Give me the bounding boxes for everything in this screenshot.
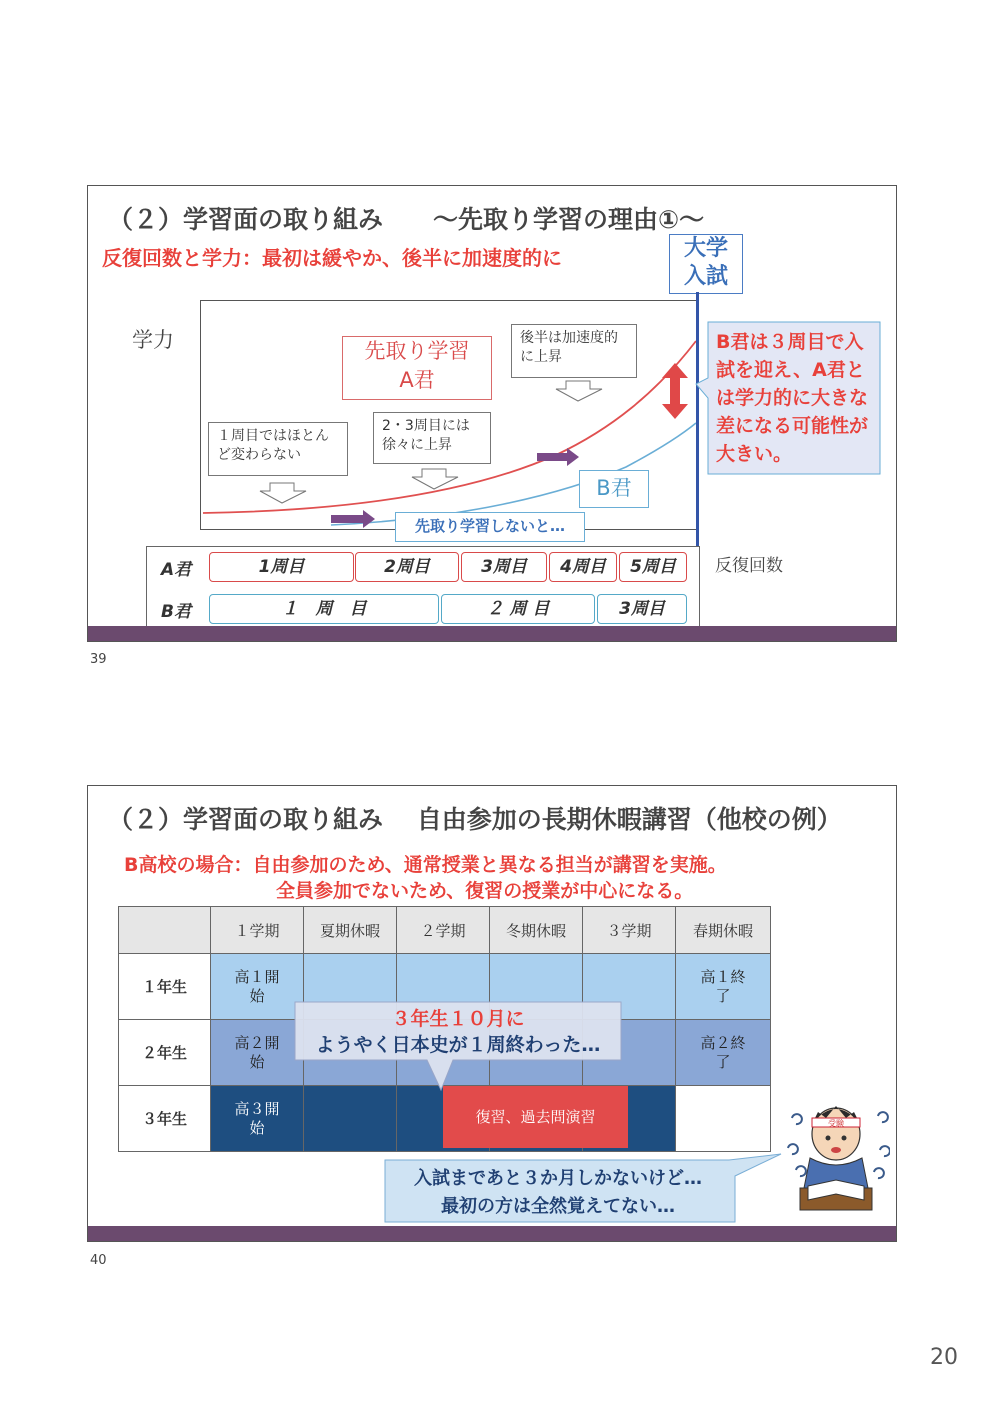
b-callout: [694, 320, 882, 476]
a-label-2: A君: [399, 368, 435, 392]
slide-40-subtitle-2: 全員参加でないため、復習の授業が中心になる。: [276, 880, 694, 902]
y3-start-label: 高３開始: [234, 1099, 280, 1137]
row-label-year-3: ３年生: [119, 1086, 211, 1152]
note-second-round: 2・3周目には徐々に上昇: [373, 412, 491, 464]
header-summer: 夏期休暇: [304, 907, 397, 954]
sheet-page-number: 20: [930, 1345, 958, 1370]
slide-39-subtitle: 反復回数と学力：最初は緩やか、後半に加速度的に: [102, 246, 562, 270]
y1-spring: [676, 954, 771, 1020]
b-round-1: １ 周 目: [209, 594, 439, 624]
header-corner: [119, 907, 211, 954]
y1-end-label: 高１終了: [700, 967, 746, 1005]
a-round-5: 5周目: [619, 552, 687, 582]
center-callout: [293, 1000, 623, 1092]
bottom-callout-line-2: 最初の方は全然覚えてない…: [441, 1196, 675, 1217]
a-round-1: 1周目: [209, 552, 354, 582]
y1-term-1: [211, 954, 304, 1020]
y2-spring: [676, 1020, 771, 1086]
bottom-callout-line-1: 入試まであと３か月しかないけど…: [414, 1168, 702, 1189]
slide-40: [87, 785, 897, 1242]
x-axis-label: 反復回数: [715, 556, 783, 576]
b-label-box: [579, 470, 649, 508]
note-late-arrow-icon: [554, 380, 604, 402]
review-bar: 復習、過去問演習: [443, 1086, 628, 1148]
a-round-2: 2周目: [355, 552, 459, 582]
y2-end-label: 高２終了: [700, 1033, 746, 1071]
header-spring: 春期休暇: [676, 907, 771, 954]
row-a-name: A君: [161, 560, 192, 580]
row-label-year-1: １年生: [119, 954, 211, 1020]
bottom-callout: [383, 1152, 783, 1224]
arrow-2-icon: [537, 448, 579, 466]
row-b-name: B君: [161, 602, 191, 622]
b-label: B君: [596, 476, 632, 500]
b-round-2: ２ 周 目: [441, 594, 595, 624]
a-label-box: [342, 336, 492, 400]
header-term-3: ３学期: [583, 907, 676, 954]
row-label-year-2: ２年生: [119, 1020, 211, 1086]
exam-label-2: 入試: [683, 264, 728, 289]
y1-start-label: 高１開始: [234, 967, 280, 1005]
y2-term-1: [211, 1020, 304, 1086]
gap-arrow-icon: [660, 362, 690, 420]
slide-39: [87, 185, 897, 642]
a-round-4: 4周目: [549, 552, 617, 582]
note-second-arrow-icon: [410, 468, 460, 490]
note-first-arrow-icon: [258, 482, 308, 504]
no-advance-label: 先取り学習しないと…: [395, 512, 585, 542]
header-winter: 冬期休暇: [490, 907, 583, 954]
y2-start-label: 高２開始: [234, 1033, 280, 1071]
slide-40-title: （２）学習面の取り組み 自由参加の長期休暇講習（他校の例）: [108, 805, 842, 834]
center-callout-line-2: ようやく日本史が１周終わった…: [315, 1034, 601, 1056]
exam-box: [669, 234, 743, 294]
center-callout-line-1: ３年生１０月に: [391, 1008, 525, 1030]
slide-39-footer-bar: [88, 626, 896, 641]
y3-spring: [676, 1086, 771, 1152]
stressed-student-illustration: [782, 1088, 890, 1220]
exam-label-1: 大学: [683, 236, 728, 261]
slide-40-subtitle-1: B高校の場合：自由参加のため、通常授業と異なる担当が講習を実施。: [124, 854, 727, 876]
y-axis-label: 学力: [132, 328, 174, 352]
a-label-1: 先取り学習: [364, 339, 470, 363]
rounds-panel: [146, 546, 700, 632]
slide-39-number: 39: [90, 652, 107, 667]
note-late-round: 後半は加速度的に上昇: [511, 324, 637, 378]
b-round-3: 3周目: [597, 594, 687, 624]
a-round-3: 3周目: [461, 552, 547, 582]
header-term-2: ２学期: [397, 907, 490, 954]
slide-39-title: （２）学習面の取り組み ～先取り学習の理由①～: [108, 205, 705, 234]
slide-40-number: 40: [90, 1253, 107, 1268]
b-callout-text: B君は３周目で入試を迎え、A君とは学力的に大きな差になる可能性が大きい。: [716, 331, 869, 465]
slide-40-footer-bar: [88, 1226, 896, 1241]
note-first-round: １周目ではほとんど変わらない: [208, 422, 348, 476]
y3-term-1: [211, 1086, 304, 1152]
header-term-1: １学期: [211, 907, 304, 954]
headband-text: 受験: [828, 1119, 844, 1128]
y3-summer: [304, 1086, 397, 1152]
